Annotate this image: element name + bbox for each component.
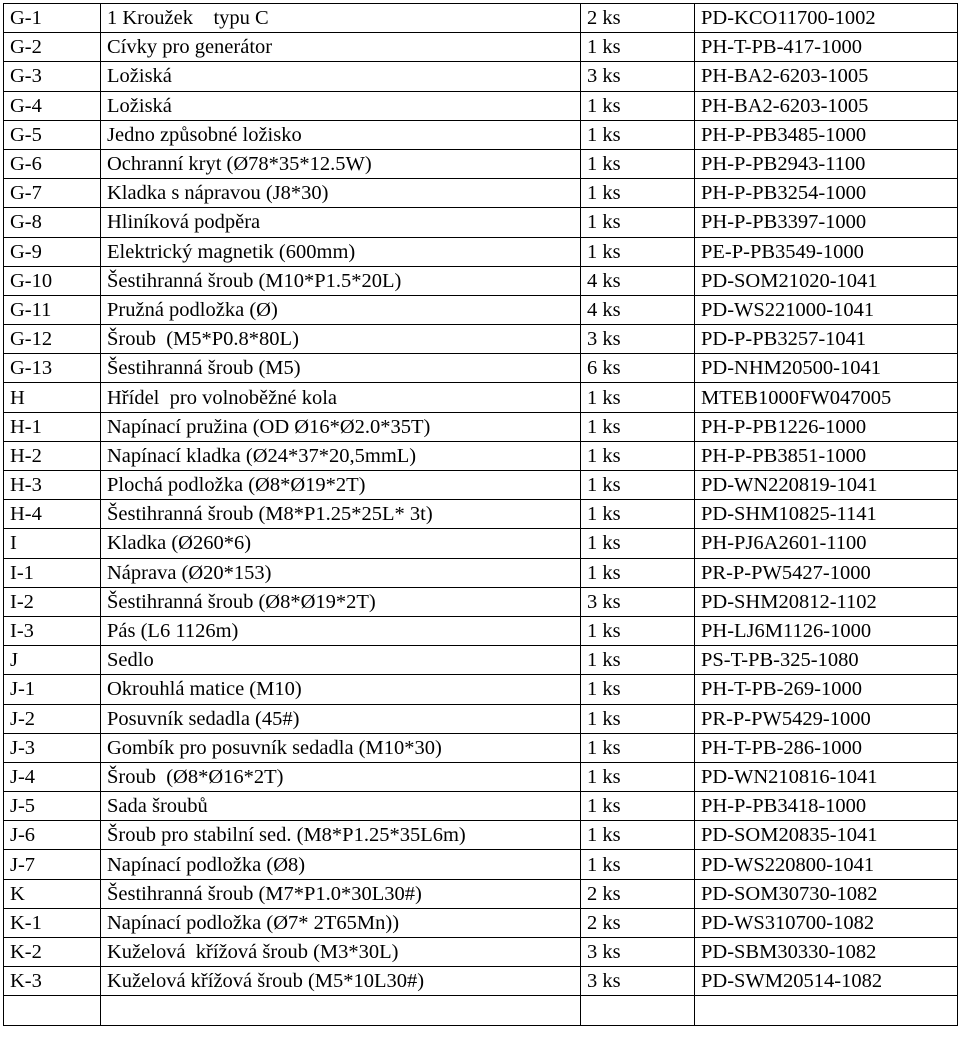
part-number-cell: PH-P-PB3851-1000 xyxy=(695,441,958,470)
item-code-cell: H-2 xyxy=(4,441,101,470)
part-number-cell: PH-T-PB-269-1000 xyxy=(695,675,958,704)
quantity-cell: 3 ks xyxy=(581,325,695,354)
table-row xyxy=(4,149,958,178)
table-row xyxy=(4,762,958,791)
table-row xyxy=(4,295,958,324)
quantity-cell: 1 ks xyxy=(581,762,695,791)
item-name-cell: Gombík pro posuvník sedadla (M10*30) xyxy=(101,733,581,762)
part-number-cell: PH-P-PB3397-1000 xyxy=(695,208,958,237)
table-row xyxy=(4,558,958,587)
item-code-cell: G-7 xyxy=(4,179,101,208)
table-row xyxy=(4,266,958,295)
quantity-cell: 1 ks xyxy=(581,850,695,879)
quantity-cell: 2 ks xyxy=(581,908,695,937)
item-name-cell xyxy=(101,996,581,1025)
table-row xyxy=(4,908,958,937)
quantity-cell: 1 ks xyxy=(581,471,695,500)
part-number-cell: PD-SWM20514-1082 xyxy=(695,967,958,996)
part-number-cell: PD-SOM30730-1082 xyxy=(695,879,958,908)
item-code-cell: K-1 xyxy=(4,908,101,937)
item-code-cell: H-1 xyxy=(4,412,101,441)
part-number-cell: PD-SOM20835-1041 xyxy=(695,821,958,850)
item-name-cell: Ložiská xyxy=(101,62,581,91)
quantity-cell: 1 ks xyxy=(581,558,695,587)
quantity-cell: 1 ks xyxy=(581,33,695,62)
quantity-cell: 1 ks xyxy=(581,646,695,675)
item-name-cell: Pás (L6 1126m) xyxy=(101,616,581,645)
item-name-cell: Ochranní kryt (Ø78*35*12.5W) xyxy=(101,149,581,178)
item-name-cell: Jedno způsobné ložisko xyxy=(101,120,581,149)
item-name-cell: Hřídel pro volnoběžné kola xyxy=(101,383,581,412)
table-row xyxy=(4,529,958,558)
part-number-cell: PH-P-PB3418-1000 xyxy=(695,792,958,821)
part-number-cell: PD-SBM30330-1082 xyxy=(695,938,958,967)
item-code-cell: J-3 xyxy=(4,733,101,762)
item-name-cell: Šestihranná šroub (M5) xyxy=(101,354,581,383)
quantity-cell: 1 ks xyxy=(581,704,695,733)
item-code-cell: H-4 xyxy=(4,500,101,529)
part-number-cell: PS-T-PB-325-1080 xyxy=(695,646,958,675)
quantity-cell: 1 ks xyxy=(581,500,695,529)
table-row xyxy=(4,587,958,616)
item-name-cell: Napínací kladka (Ø24*37*20,5mmL) xyxy=(101,441,581,470)
item-name-cell: Elektrický magnetik (600mm) xyxy=(101,237,581,266)
item-name-cell: Cívky pro generátor xyxy=(101,33,581,62)
item-code-cell: J-2 xyxy=(4,704,101,733)
item-name-cell: Napínací podložka (Ø8) xyxy=(101,850,581,879)
table-row xyxy=(4,441,958,470)
part-number-cell: PD-KCO11700-1002 xyxy=(695,4,958,33)
part-number-cell: PE-P-PB3549-1000 xyxy=(695,237,958,266)
table-row xyxy=(4,325,958,354)
part-number-cell: PR-P-PW5427-1000 xyxy=(695,558,958,587)
item-code-cell: G-3 xyxy=(4,62,101,91)
item-code-cell: G-5 xyxy=(4,120,101,149)
item-name-cell: Náprava (Ø20*153) xyxy=(101,558,581,587)
quantity-cell: 1 ks xyxy=(581,179,695,208)
table-row xyxy=(4,821,958,850)
quantity-cell: 2 ks xyxy=(581,4,695,33)
parts-table xyxy=(3,3,958,1026)
quantity-cell: 3 ks xyxy=(581,62,695,91)
quantity-cell: 3 ks xyxy=(581,938,695,967)
item-code-cell: G-8 xyxy=(4,208,101,237)
item-name-cell: Kladka (Ø260*6) xyxy=(101,529,581,558)
item-code-cell: G-1 xyxy=(4,4,101,33)
table-row xyxy=(4,879,958,908)
part-number-cell: PH-T-PB-286-1000 xyxy=(695,733,958,762)
table-row xyxy=(4,792,958,821)
part-number-cell: PH-T-PB-417-1000 xyxy=(695,33,958,62)
item-name-cell: Ložiská xyxy=(101,91,581,120)
item-code-cell: K-2 xyxy=(4,938,101,967)
item-code-cell: I-2 xyxy=(4,587,101,616)
quantity-cell: 1 ks xyxy=(581,237,695,266)
table-row xyxy=(4,967,958,996)
part-number-cell: PH-P-PB3254-1000 xyxy=(695,179,958,208)
quantity-cell: 1 ks xyxy=(581,149,695,178)
part-number-cell: PR-P-PW5429-1000 xyxy=(695,704,958,733)
item-name-cell: Kuželová křížová šroub (M3*30L) xyxy=(101,938,581,967)
table-row xyxy=(4,91,958,120)
table-row xyxy=(4,616,958,645)
item-code-cell: G-10 xyxy=(4,266,101,295)
quantity-cell: 1 ks xyxy=(581,792,695,821)
item-name-cell: Napínací podložka (Ø7* 2T65Mn)) xyxy=(101,908,581,937)
table-row xyxy=(4,383,958,412)
part-number-cell: PD-WN220819-1041 xyxy=(695,471,958,500)
item-name-cell: Šroub pro stabilní sed. (M8*P1.25*35L6m) xyxy=(101,821,581,850)
part-number-cell: PD-NHM20500-1041 xyxy=(695,354,958,383)
item-code-cell xyxy=(4,996,101,1025)
table-row xyxy=(4,996,958,1025)
item-code-cell: J-1 xyxy=(4,675,101,704)
table-row xyxy=(4,500,958,529)
table-row xyxy=(4,237,958,266)
item-code-cell: J-4 xyxy=(4,762,101,791)
item-name-cell: Napínací pružina (OD Ø16*Ø2.0*35T) xyxy=(101,412,581,441)
item-code-cell: J-6 xyxy=(4,821,101,850)
item-name-cell: Šroub (Ø8*Ø16*2T) xyxy=(101,762,581,791)
table-row xyxy=(4,120,958,149)
quantity-cell xyxy=(581,996,695,1025)
table-row xyxy=(4,646,958,675)
part-number-cell: PH-LJ6M1126-1000 xyxy=(695,616,958,645)
item-name-cell: Pružná podložka (Ø) xyxy=(101,295,581,324)
item-name-cell: Šestihranná šroub (Ø8*Ø19*2T) xyxy=(101,587,581,616)
item-name-cell: Posuvník sedadla (45#) xyxy=(101,704,581,733)
quantity-cell: 1 ks xyxy=(581,821,695,850)
item-code-cell: I-1 xyxy=(4,558,101,587)
item-code-cell: K-3 xyxy=(4,967,101,996)
table-row xyxy=(4,4,958,33)
item-code-cell: G-4 xyxy=(4,91,101,120)
quantity-cell: 4 ks xyxy=(581,295,695,324)
item-code-cell: H-3 xyxy=(4,471,101,500)
part-number-cell: PH-P-PB2943-1100 xyxy=(695,149,958,178)
part-number-cell: PD-SHM20812-1102 xyxy=(695,587,958,616)
quantity-cell: 3 ks xyxy=(581,587,695,616)
quantity-cell: 1 ks xyxy=(581,616,695,645)
quantity-cell: 1 ks xyxy=(581,120,695,149)
item-name-cell: Hliníková podpěra xyxy=(101,208,581,237)
table-row xyxy=(4,850,958,879)
quantity-cell: 1 ks xyxy=(581,412,695,441)
item-code-cell: G-13 xyxy=(4,354,101,383)
item-name-cell: Kladka s nápravou (J8*30) xyxy=(101,179,581,208)
item-code-cell: G-6 xyxy=(4,149,101,178)
item-code-cell: H xyxy=(4,383,101,412)
part-number-cell: PD-WS220800-1041 xyxy=(695,850,958,879)
table-row xyxy=(4,62,958,91)
quantity-cell: 1 ks xyxy=(581,441,695,470)
item-name-cell: 1 Kroužek typu C xyxy=(101,4,581,33)
part-number-cell: PH-BA2-6203-1005 xyxy=(695,62,958,91)
part-number-cell: PH-P-PB1226-1000 xyxy=(695,412,958,441)
table-row xyxy=(4,412,958,441)
table-row xyxy=(4,179,958,208)
quantity-cell: 1 ks xyxy=(581,91,695,120)
item-code-cell: G-9 xyxy=(4,237,101,266)
table-row xyxy=(4,33,958,62)
quantity-cell: 1 ks xyxy=(581,529,695,558)
quantity-cell: 6 ks xyxy=(581,354,695,383)
item-name-cell: Sada šroubů xyxy=(101,792,581,821)
item-code-cell: G-11 xyxy=(4,295,101,324)
item-name-cell: Šroub (M5*P0.8*80L) xyxy=(101,325,581,354)
item-name-cell: Šestihranná šroub (M10*P1.5*20L) xyxy=(101,266,581,295)
item-name-cell: Plochá podložka (Ø8*Ø19*2T) xyxy=(101,471,581,500)
item-code-cell: K xyxy=(4,879,101,908)
part-number-cell: PD-WN210816-1041 xyxy=(695,762,958,791)
part-number-cell: PD-WS310700-1082 xyxy=(695,908,958,937)
item-name-cell: Sedlo xyxy=(101,646,581,675)
quantity-cell: 1 ks xyxy=(581,383,695,412)
table-row xyxy=(4,675,958,704)
quantity-cell: 1 ks xyxy=(581,733,695,762)
part-number-cell: PD-WS221000-1041 xyxy=(695,295,958,324)
quantity-cell: 1 ks xyxy=(581,675,695,704)
table-row xyxy=(4,938,958,967)
part-number-cell: PD-P-PB3257-1041 xyxy=(695,325,958,354)
item-name-cell: Kuželová křížová šroub (M5*10L30#) xyxy=(101,967,581,996)
table-row xyxy=(4,471,958,500)
item-name-cell: Šestihranná šroub (M8*P1.25*25L* 3t) xyxy=(101,500,581,529)
part-number-cell: PD-SOM21020-1041 xyxy=(695,266,958,295)
part-number-cell: MTEB1000FW047005 xyxy=(695,383,958,412)
item-code-cell: I xyxy=(4,529,101,558)
item-code-cell: G-2 xyxy=(4,33,101,62)
parts-table-body xyxy=(4,4,958,1026)
table-row xyxy=(4,208,958,237)
item-code-cell: J-5 xyxy=(4,792,101,821)
part-number-cell: PD-SHM10825-1141 xyxy=(695,500,958,529)
quantity-cell: 3 ks xyxy=(581,967,695,996)
part-number-cell: PH-P-PB3485-1000 xyxy=(695,120,958,149)
item-code-cell: G-12 xyxy=(4,325,101,354)
part-number-cell xyxy=(695,996,958,1025)
part-number-cell: PH-PJ6A2601-1100 xyxy=(695,529,958,558)
table-row xyxy=(4,354,958,383)
item-name-cell: Okrouhlá matice (M10) xyxy=(101,675,581,704)
item-name-cell: Šestihranná šroub (M7*P1.0*30L30#) xyxy=(101,879,581,908)
quantity-cell: 1 ks xyxy=(581,208,695,237)
item-code-cell: I-3 xyxy=(4,616,101,645)
quantity-cell: 2 ks xyxy=(581,879,695,908)
table-row xyxy=(4,733,958,762)
item-code-cell: J xyxy=(4,646,101,675)
item-code-cell: J-7 xyxy=(4,850,101,879)
table-row xyxy=(4,704,958,733)
part-number-cell: PH-BA2-6203-1005 xyxy=(695,91,958,120)
quantity-cell: 4 ks xyxy=(581,266,695,295)
